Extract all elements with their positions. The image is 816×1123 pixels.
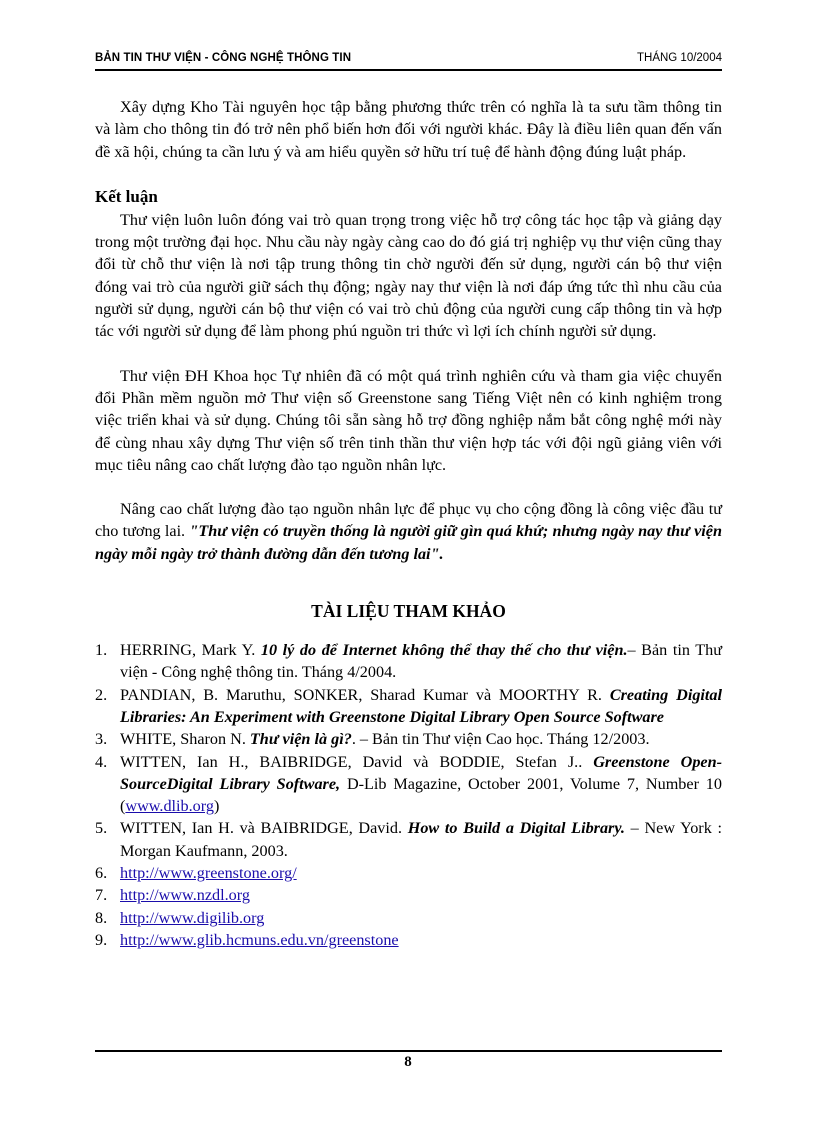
reference-item [95, 751, 722, 818]
reference-source: . – Bản tin Thư viện Cao học. Tháng 12/2003. [351, 730, 650, 749]
reference-number: 6. [95, 864, 108, 883]
references-title: TÀI LIỆU THAM KHẢO [311, 601, 506, 622]
conclusion-paragraph-2: Thư viện ĐH Khoa học Tự nhiên đã có một quá trình nghiên cứu và tham gia việc chuyển đổi Phần mềm nguồn mở Thư viện số Greenstone sang Tiếng Việt nên có kinh nghiệm trong việc triển khai và sử dụng. Chúng tôi sẵn sàng hỗ trợ đồng nghiệp nắm bắt công nghệ mới này để cùng nhau xây dựng Thư viện số trên tinh thần thư viện hợp tác với đội ngũ giảng viên với mục tiêu nâng cao chất lượng đào tạo nguồn nhân lực. [95, 366, 722, 474]
reference-link[interactable]: http://www.greenstone.org/ [120, 864, 297, 883]
conclusion-heading: Kết luận [95, 186, 158, 206]
reference-tail: ) [213, 797, 220, 816]
header-divider [95, 69, 722, 71]
reference-number: 3. [95, 730, 108, 749]
reference-author: PANDIAN, B. Maruthu, SONKER, Sharad Kumar và MOORTHY R. [120, 685, 610, 704]
conclusion-paragraph-1: Thư viện luôn luôn đóng vai trò quan trọng trong việc hỗ trợ công tác học tập và giảng dạy trong một trường đại học. Nhu cầu này ngày càng cao do đó giá trị nghiệp vụ thư viện cũng thay đổi từ chỗ thư viện là nơi tập trung thông tin chờ người đến sử dụng, người cán bộ thư viện đóng vai trò của người giữ sách thụ động; ngày nay thư viện là nơi đáp ứng tức thì nhu cầu của người sử dụng, người cán bộ thư viện có vai trò chủ động của người cung cấp thông tin và hợp tác với người sử dụng để làm phong phú nguồn tri thức vì lợi ích chính người sử dụng. [95, 210, 722, 341]
reference-item [95, 817, 722, 862]
page-header [95, 48, 722, 70]
reference-title: Thư viện là gì? [249, 730, 352, 749]
reference-item [95, 728, 722, 750]
reference-title: Greenstone Open-SourceDigital Library Software, [120, 752, 722, 793]
reference-link[interactable]: http://www.glib.hcmuns.edu.vn/greenstone [120, 930, 399, 949]
reference-item [95, 929, 722, 951]
page-number: 8 [404, 1054, 412, 1070]
reference-link[interactable]: http://www.nzdl.org [120, 886, 250, 905]
reference-number: 5. [95, 819, 108, 838]
reference-number: 4. [95, 752, 108, 771]
reference-item [95, 684, 722, 729]
reference-source: D-Lib Magazine, October 2001, Volume 7, Number 10 ( [120, 774, 722, 816]
reference-title: 10 lý do để Internet không thể thay thế cho thư viện. [260, 641, 628, 660]
conclusion-paragraph-3 [95, 498, 722, 565]
reference-title: How to Build a Digital Library. [407, 819, 625, 838]
reference-author: WITTEN, Ian H. và BAIBRIDGE, David. [120, 819, 408, 838]
reference-item [95, 907, 722, 929]
article-body [95, 96, 722, 951]
reference-source: – New York : Morgan Kaufmann, 2003. [120, 819, 722, 860]
reference-item [95, 884, 722, 906]
reference-title: Creating Digital Libraries: An Experiment with Greenstone Digital Library Open Source Software [120, 685, 722, 726]
reference-number: 1. [95, 641, 108, 660]
references-list [95, 639, 722, 951]
closing-quote: "Thư viện có truyền thống là người giữ gìn quá khứ; nhưng ngày nay thư viện ngày mỗi ngày trở thành đường dẫn đến tương lai". [95, 522, 722, 563]
reference-item [95, 639, 722, 684]
intro-paragraph: Xây dựng Kho Tài nguyên học tập bằng phương thức trên có nghĩa là ta sưu tầm thông tin và làm cho thông tin đó trở nên phổ biến hơn đối với người khác. Đây là điều liên quan đến vấn đề xã hội, chúng ta cần lưu ý và am hiểu quyền sở hữu trí tuệ để hành động đúng luật pháp. [95, 98, 722, 161]
reference-number: 8. [95, 908, 108, 927]
reference-link[interactable]: http://www.digilib.org [120, 908, 265, 927]
footer-divider [95, 1050, 722, 1052]
reference-number: 9. [95, 930, 108, 949]
newsletter-title: BẢN TIN THƯ VIỆN - CÔNG NGHỆ THÔNG TIN [95, 52, 352, 64]
reference-item [95, 862, 722, 884]
reference-author: WITTEN, Ian H., BAIBRIDGE, David và BODDIE, Stefan J.. [120, 752, 594, 771]
paragraph-3-text: Nâng cao chất lượng đào tạo nguồn nhân lực để phục vụ cho cộng đồng là công việc đầu tư cho tương lai. [95, 500, 722, 541]
reference-number: 7. [95, 886, 108, 905]
reference-link[interactable]: www.dlib.org [125, 797, 214, 816]
issue-date: THÁNG 10/2004 [636, 52, 722, 64]
reference-source: – Bản tin Thư viện - Công nghệ thông tin. Tháng 4/2004. [120, 641, 722, 682]
reference-number: 2. [95, 685, 108, 704]
reference-author: WHITE, Sharon N. [120, 730, 250, 749]
reference-author: HERRING, Mark Y. [120, 641, 261, 660]
